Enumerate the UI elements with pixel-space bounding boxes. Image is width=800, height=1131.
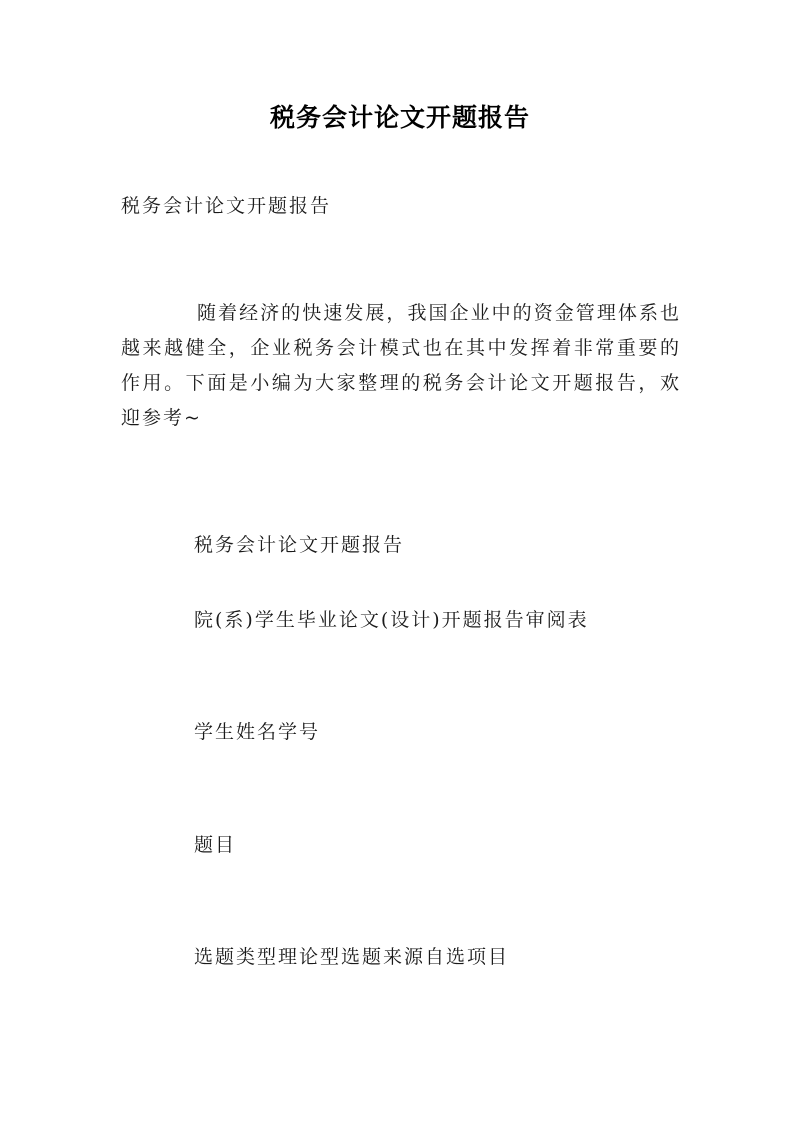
field-topic-type-source: 选题类型理论型选题来源自选项目 [194,946,510,968]
section-heading: 税务会计论文开题报告 [194,534,405,556]
document-subtitle: 税务会计论文开题报告 [121,195,332,217]
field-student-name-id: 学生姓名学号 [194,721,321,743]
document-title: 税务会计论文开题报告 [269,103,530,132]
field-topic: 题目 [194,834,237,856]
intro-paragraph: 随着经济的快速发展，我国企业中的资金管理体系也越来越健全，企业税务会计模式也在其中发挥着非常重要的作用。下面是小编为大家整理的税务会计论文开题报告，欢迎参考~ [121,302,681,429]
form-title: 院(系)学生毕业论文(设计)开题报告审阅表 [194,609,589,631]
